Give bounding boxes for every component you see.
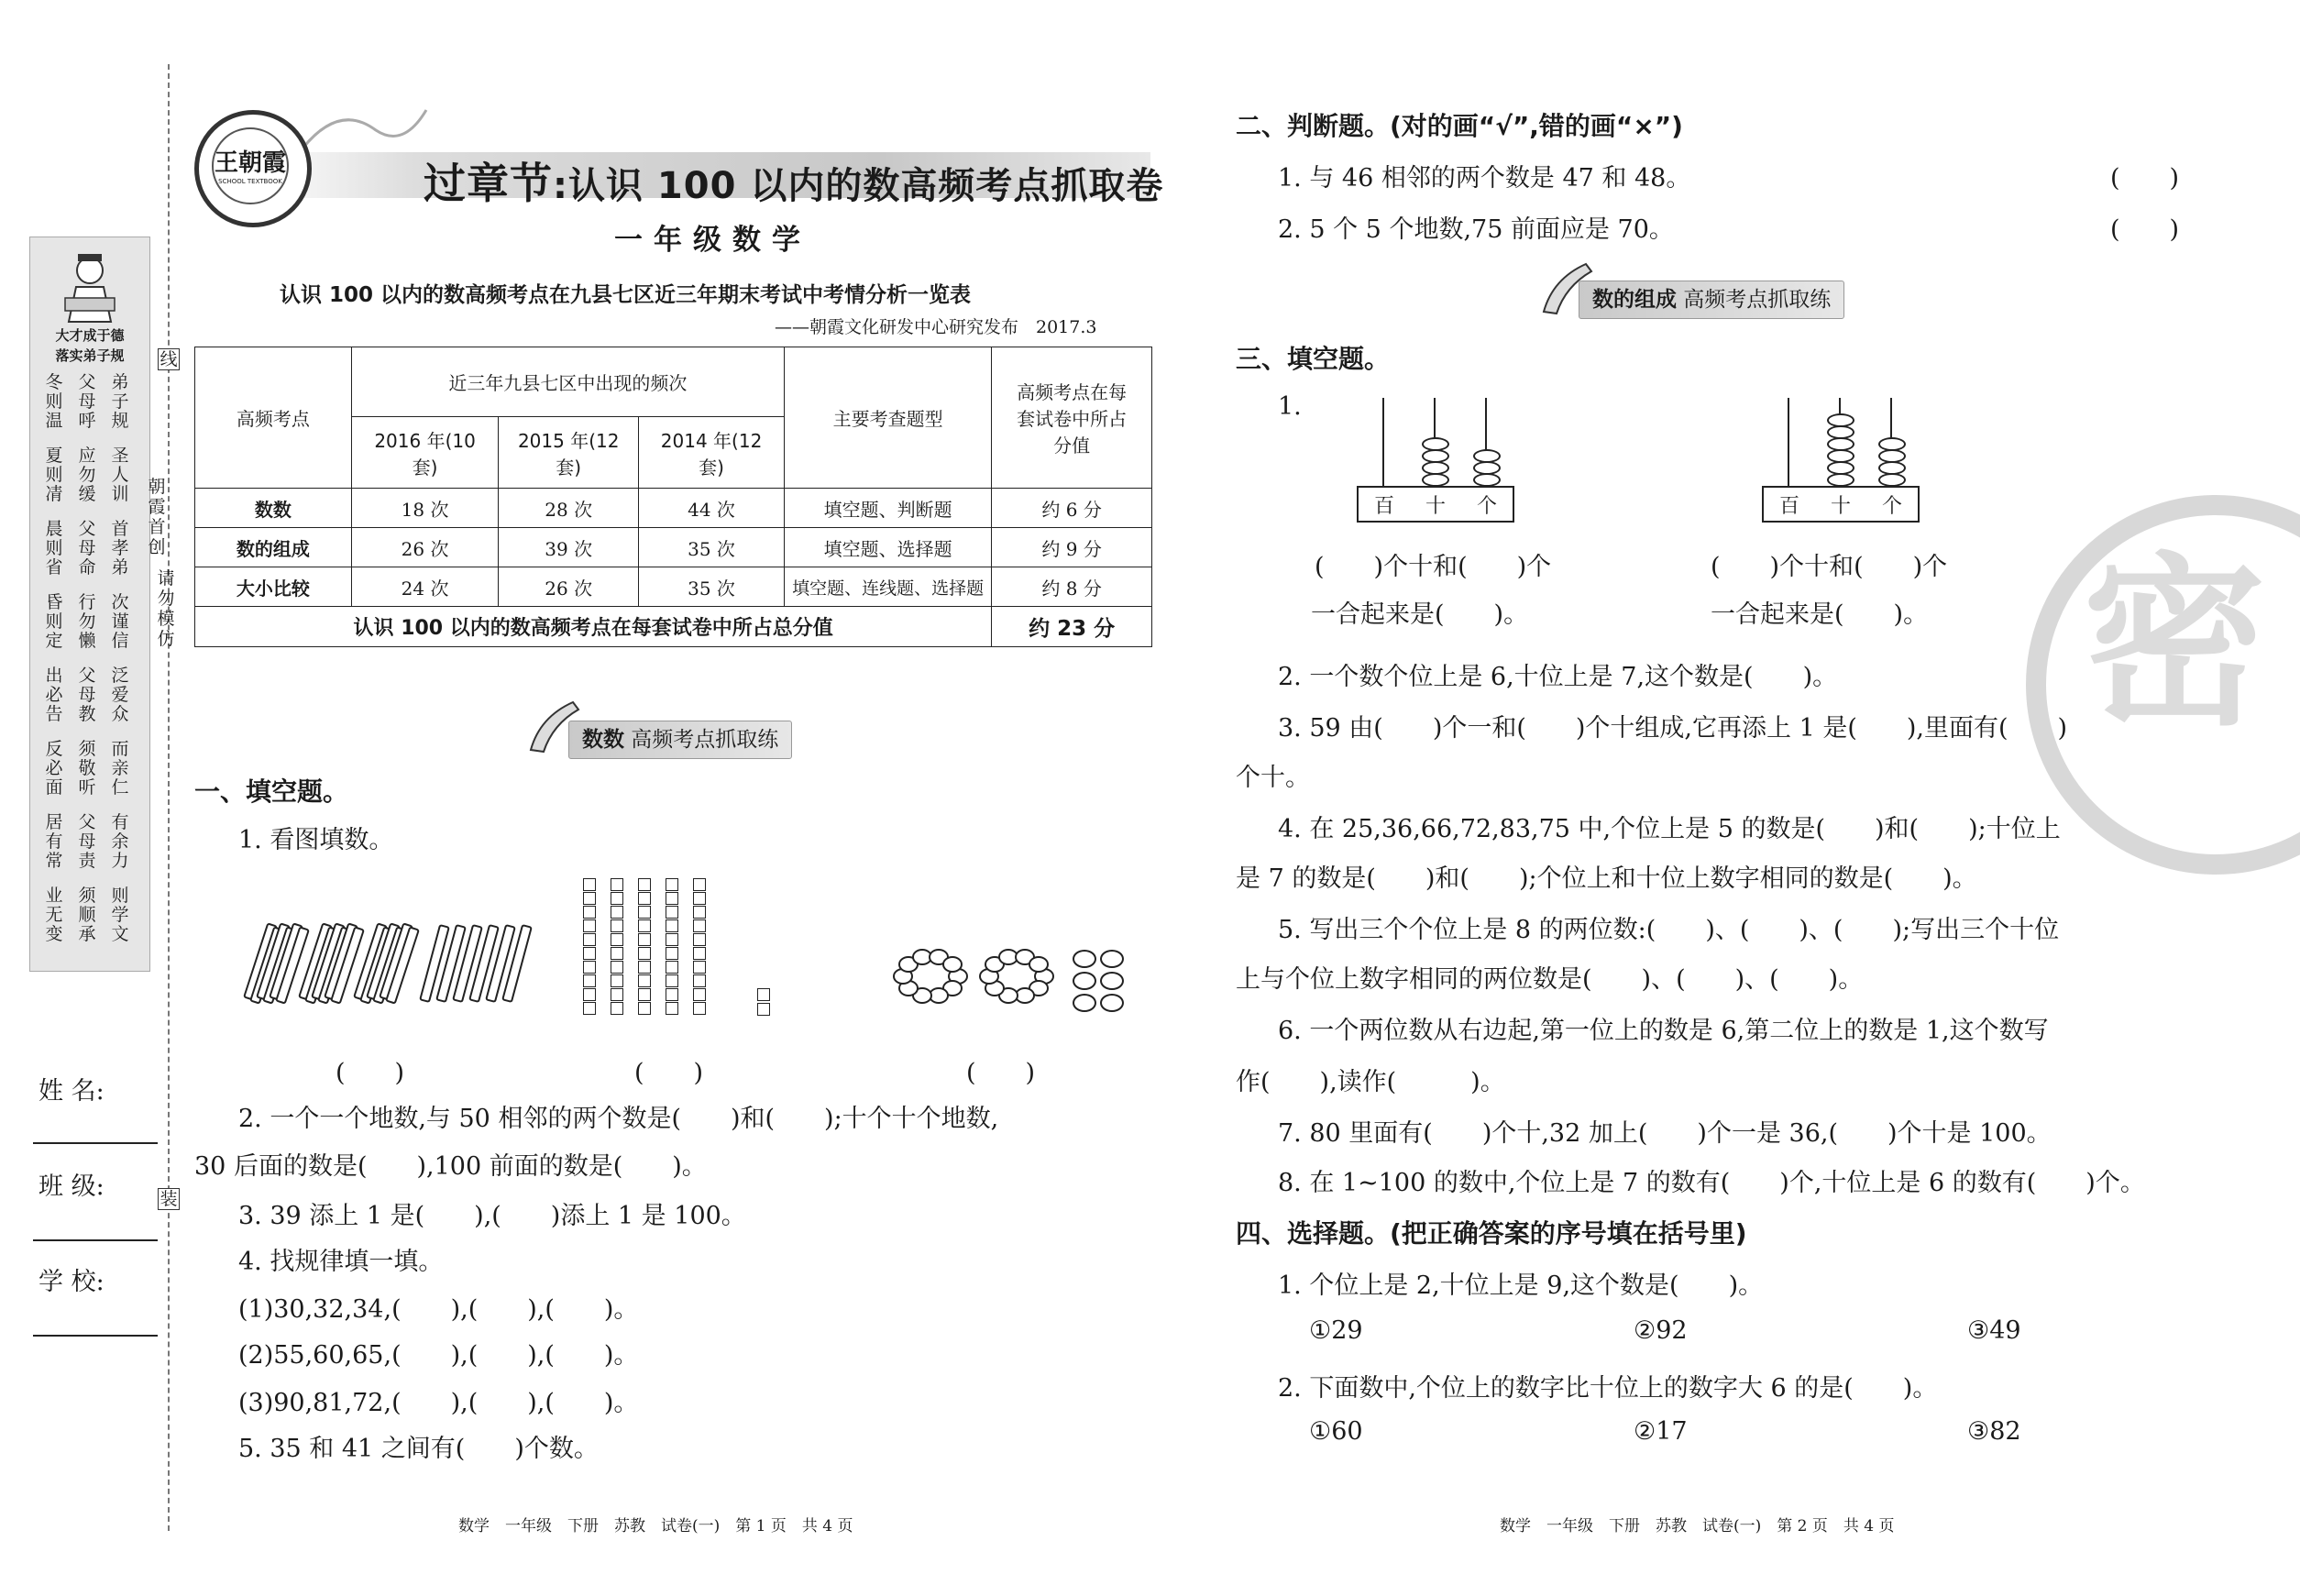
fill-1-stem: 1. (1278, 392, 1302, 421)
cell-2014: 35 次 (639, 567, 785, 607)
cell-share: 约 9 分 (992, 528, 1152, 567)
logo-text: 王朝霞 (214, 149, 286, 177)
unit-cube (611, 933, 623, 946)
fill-5-line-2: 上与个位上数字相同的两位数是( )、( )、( )。 (1236, 965, 1864, 994)
fill-2: 2. 一个数个位上是 6,十位上是 7,这个数是( )。 (1278, 663, 1838, 691)
judge-1-answer[interactable]: ( ) (2110, 164, 2180, 193)
abacus-bead (1827, 461, 1854, 475)
unit-cube (611, 878, 623, 891)
place-label: 十 (1425, 494, 1446, 518)
fold-mark-bottom: 装 (158, 1188, 180, 1210)
verse-column: 业无变 (45, 886, 63, 944)
unit-cube (638, 988, 651, 1001)
unit-cube (666, 878, 678, 891)
unit-cube (638, 906, 651, 919)
class-label: 班 级: (39, 1172, 105, 1201)
abacus-bead (1473, 461, 1501, 475)
cell-2014: 44 次 (639, 489, 785, 528)
title-rest: :认识 100 以内的数高频考点抓取卷 (553, 165, 1164, 207)
abacus-bead (1878, 437, 1906, 451)
verse-column: 出必告 (45, 666, 63, 724)
verse-column: 父母呼 (78, 372, 96, 431)
section-2-heading: 二、判断题。(对的画“√”,错的画“×”) (1236, 111, 1683, 141)
badge-lite: 高频考点抓取练 (624, 728, 779, 752)
section-3-heading: 三、填空题。 (1236, 344, 1391, 374)
table-caption: 认识 100 以内的数高频考点在九县七区近三年期末考试中考情分析一览表 (280, 283, 972, 307)
abacus-base (1357, 486, 1514, 523)
verse-column: 父母责 (78, 812, 96, 871)
cell-share: 约 6 分 (992, 489, 1152, 528)
ribbon-decoration-icon (303, 103, 431, 167)
abacus-bead (1827, 449, 1854, 463)
unit-cube (583, 878, 596, 891)
abacus-bead (1422, 437, 1449, 451)
q4-part-1: (1)30,32,34,( ),( ),( )。 (238, 1295, 639, 1324)
unit-cube (638, 892, 651, 905)
abacus-2-line-1: ( )个十和( )个 (1711, 553, 1948, 581)
badge-lite: 高频考点抓取练 (1677, 288, 1832, 312)
unit-cube (666, 988, 678, 1001)
fill-7: 7. 80 里面有( )个十,32 加上( )个一是 36,( )个十是 100。 (1278, 1119, 2052, 1148)
abacus-base (1762, 486, 1920, 523)
unit-cube (611, 1002, 623, 1015)
verse-column: 则学文 (111, 886, 129, 944)
section-badge-counting (568, 721, 792, 759)
unit-cube (693, 961, 706, 974)
verse-column: 泛爱众 (111, 666, 129, 724)
cell-2016: 18 次 (351, 489, 499, 528)
unit-cube (666, 933, 678, 946)
scholar-figure-icon (58, 250, 122, 324)
school-label: 学 校: (39, 1268, 105, 1296)
q4-part-2: (2)55,60,65,( ),( ),( )。 (238, 1341, 639, 1370)
table-row (195, 528, 1152, 567)
unit-cube (666, 961, 678, 974)
unit-cube (583, 933, 596, 946)
verse-column: 须敬听 (78, 739, 96, 798)
total-value: 约 23 分 (992, 607, 1152, 647)
th-share: 高频考点在每套试卷中所占分值 (992, 347, 1152, 489)
unit-cube (583, 919, 596, 932)
unit-cube (693, 974, 706, 987)
choice-1-option-c[interactable]: ③49 (1967, 1316, 2021, 1345)
verse-column: 而亲仁 (111, 739, 129, 798)
badge-bold: 数的组成 (1592, 288, 1677, 312)
abacus-bead (1827, 425, 1854, 439)
section-1-heading: 一、填空题。 (194, 776, 349, 807)
abacus-rod (1788, 398, 1789, 488)
th-2014: 2014 年(12 套) (639, 417, 785, 489)
place-label: 个 (1476, 494, 1497, 518)
stick-bundles-figure (255, 917, 539, 1008)
unit-cube (693, 878, 706, 891)
cell-2016: 24 次 (351, 567, 499, 607)
abacus-bead (1827, 413, 1854, 427)
choice-1-option-a[interactable]: ①29 (1309, 1316, 1363, 1345)
unit-cube (583, 947, 596, 960)
abacus-1-line-2: 一合起来是( )。 (1311, 600, 1529, 629)
section-4-heading: 四、选择题。(把正确答案的序号填在括号里) (1236, 1218, 1747, 1249)
unit-cube (583, 906, 596, 919)
verse-column: 弟子规 (111, 372, 129, 431)
badge-bold: 数数 (582, 728, 624, 752)
place-label: 百 (1373, 494, 1394, 518)
abacus-bead (1422, 473, 1449, 487)
choice-2-option-a[interactable]: ①60 (1309, 1417, 1363, 1446)
unit-cube (638, 933, 651, 946)
cell-2015: 28 次 (499, 489, 639, 528)
school-input-line[interactable] (33, 1335, 158, 1337)
counter-circle (1073, 994, 1096, 1012)
footer-left: 数学 一年级 下册 苏教 试卷(一) 第 1 页 共 4 页 (458, 1517, 853, 1535)
section-badge-composition (1579, 281, 1844, 319)
fill-4-line-1: 4. 在 25,36,66,72,83,75 中,个位上是 5 的数是( )和( );十位上 (1278, 815, 2061, 843)
unit-cube (611, 961, 623, 974)
page-title (424, 150, 1163, 211)
q4-part-3: (3)90,81,72,( ),( ),( )。 (238, 1389, 639, 1417)
logo-subtext: SCHOOL TEXTBOOK (218, 178, 282, 185)
verse-column: 次谨信 (111, 592, 129, 651)
counter-circle (1073, 972, 1096, 990)
abacus-bead (1878, 473, 1906, 487)
brand-logo (194, 110, 312, 227)
th-freq: 近三年九县七区中出现的频次 (351, 347, 784, 417)
q1-answer-1[interactable]: ( ) (336, 1059, 405, 1087)
unit-cube (757, 988, 770, 1001)
unit-cube (666, 974, 678, 987)
verse-column: 昏则定 (45, 592, 63, 651)
name-label: 姓 名: (39, 1077, 105, 1106)
q1-stem: 1. 看图填数。 (238, 826, 394, 854)
fill-6-line-1: 6. 一个两位数从右边起,第一位上的数是 6,第二位上的数是 1,这个数写 (1278, 1017, 2049, 1045)
unit-cube (693, 906, 706, 919)
fill-5-line-1: 5. 写出三个个位上是 8 的两位数:( )、( )、( );写出三个十位 (1278, 916, 2060, 944)
choice-1: 1. 个位上是 2,十位上是 9,这个数是( )。 (1278, 1271, 1764, 1300)
cell-type: 填空题、判断题 (785, 489, 992, 528)
cell-2014: 35 次 (639, 528, 785, 567)
unit-cube (638, 947, 651, 960)
unit-cube (693, 988, 706, 1001)
fold-text-1: 朝霞首创 (148, 477, 166, 557)
title-main: 过章节 (424, 159, 553, 208)
judge-2: 2. 5 个 5 个地数,75 前面应是 70。 (1278, 215, 1674, 244)
verse-column: 有余力 (111, 812, 129, 871)
verse-column: 须顺承 (78, 886, 96, 944)
confidential-seal (2026, 495, 2300, 875)
counter-circle (1100, 994, 1124, 1012)
cell-share: 约 8 分 (992, 567, 1152, 607)
abacus-bead (1422, 461, 1449, 475)
counter-circle (1100, 972, 1124, 990)
verse-column: 行勿懒 (78, 592, 96, 651)
cell-type: 填空题、选择题 (785, 528, 992, 567)
unit-cube (638, 961, 651, 974)
abacus-rod (1382, 398, 1384, 488)
unit-cube (693, 947, 706, 960)
unit-cube (638, 974, 651, 987)
cell-2016: 26 次 (351, 528, 499, 567)
unit-cube (693, 892, 706, 905)
counter-circle (1073, 950, 1096, 968)
unit-cube (666, 919, 678, 932)
fill-3-line-1: 3. 59 由( )个一和( )个十组成,它再添上 1 是( ),里面有( ) (1278, 714, 2068, 743)
table-source: ——朝霞文化研发中心研究发布 2017.3 (775, 317, 1097, 337)
verse-column: 应勿缓 (78, 446, 96, 504)
q2-line-1: 2. 一个一个地数,与 50 相邻的两个数是( )和( );十个十个地数, (238, 1105, 999, 1133)
verse-column: 夏则凊 (45, 446, 63, 504)
counter-circle (1100, 950, 1124, 968)
place-label: 百 (1778, 494, 1799, 518)
cell-point: 数数 (195, 489, 352, 528)
fill-3-line-2: 个十。 (1236, 764, 1310, 792)
verse-column: 首孝弟 (111, 519, 129, 578)
grade-subject: 一年级数学 (614, 224, 811, 257)
place-label: 个 (1881, 494, 1902, 518)
choice-1-option-b[interactable]: ②92 (1634, 1316, 1688, 1345)
unit-cube (693, 933, 706, 946)
place-label: 十 (1830, 494, 1851, 518)
cell-2015: 26 次 (499, 567, 639, 607)
fold-mark-top: 线 (158, 348, 180, 370)
unit-cube (638, 1002, 651, 1015)
table-row (195, 567, 1152, 607)
unit-cube (757, 1003, 770, 1016)
q1-answer-3[interactable]: ( ) (966, 1059, 1036, 1087)
verse-column: 冬则温 (45, 372, 63, 431)
fill-8: 8. 在 1~100 的数中,个位上是 7 的数有( )个,十位上是 6 的数有( )个。 (1278, 1169, 2145, 1197)
abacus-bead (1473, 449, 1501, 463)
unit-cube (638, 919, 651, 932)
cell-2015: 39 次 (499, 528, 639, 567)
choice-2-option-c[interactable]: ③82 (1967, 1417, 2021, 1446)
verse-column: 反必面 (45, 739, 63, 798)
abacus-bead (1827, 437, 1854, 451)
class-input-line[interactable] (33, 1239, 158, 1241)
verse-column: 晨则省 (45, 519, 63, 578)
abacus-bead (1878, 461, 1906, 475)
cell-point: 数的组成 (195, 528, 352, 567)
total-label: 认识 100 以内的数高频考点在每套试卷中所占总分值 (195, 607, 992, 647)
q3: 3. 39 添上 1 是( ),( )添上 1 是 100。 (238, 1202, 746, 1230)
judge-2-answer[interactable]: ( ) (2110, 215, 2180, 244)
unit-cube (666, 1002, 678, 1015)
verse-column: 圣人训 (111, 446, 129, 504)
verse-column: 父母命 (78, 519, 96, 578)
unit-cube (583, 1002, 596, 1015)
unit-cube (638, 878, 651, 891)
abacus-bead (1878, 449, 1906, 463)
choice-2: 2. 下面数中,个位上的数字比十位上的数字大 6 的是( )。 (1278, 1374, 1938, 1403)
abacus-bead (1827, 473, 1854, 487)
q5: 5. 35 和 41 之间有( )个数。 (238, 1435, 599, 1463)
unit-cube (583, 961, 596, 974)
th-point: 高频考点 (195, 347, 352, 489)
q2-line-2: 30 后面的数是( ),100 前面的数是( )。 (194, 1152, 707, 1181)
q1-answer-2[interactable]: ( ) (634, 1059, 704, 1087)
fill-4-line-2: 是 7 的数是( )和( );个位上和十位上数字相同的数是( )。 (1236, 864, 1977, 893)
unit-cube (611, 892, 623, 905)
abacus-1 (1357, 394, 1522, 523)
abacus-bead (1422, 449, 1449, 463)
abacus-bead (1473, 473, 1501, 487)
judge-1: 1. 与 46 相邻的两个数是 47 和 48。 (1278, 164, 1691, 193)
unit-cube (583, 974, 596, 987)
unit-cube (611, 974, 623, 987)
seal-char: 密 (2083, 535, 2267, 751)
sidebar-strip (29, 237, 150, 972)
unit-cube (666, 892, 678, 905)
abacus-1-line-1: ( )个十和( )个 (1315, 553, 1552, 581)
table-row (195, 489, 1152, 528)
cell-type: 填空题、连线题、选择题 (785, 567, 992, 607)
fill-6-line-2: 作( ),读作( )。 (1236, 1068, 1505, 1096)
unit-cube (666, 906, 678, 919)
stats-table (194, 347, 1152, 647)
abacus-2 (1762, 394, 1927, 523)
th-2016: 2016 年(10 套) (351, 417, 499, 489)
footer-right: 数学 一年级 下册 苏教 试卷(一) 第 2 页 共 4 页 (1500, 1517, 1895, 1535)
unit-cube (666, 947, 678, 960)
name-input-line[interactable] (33, 1142, 158, 1144)
cell-point: 大小比较 (195, 567, 352, 607)
abacus-2-line-2: 一合起来是( )。 (1711, 600, 1929, 629)
choice-2-option-b[interactable]: ②17 (1634, 1417, 1688, 1446)
th-type: 主要考查题型 (785, 347, 992, 489)
verse-column: 居有常 (45, 812, 63, 871)
th-2015: 2015 年(12 套) (499, 417, 639, 489)
unit-cube (611, 947, 623, 960)
fold-line (168, 64, 170, 1531)
motto-line-2: 落实弟子规 (55, 347, 125, 364)
q4-stem: 4. 找规律填一填。 (238, 1248, 444, 1276)
unit-cube (693, 1002, 706, 1015)
unit-cube (583, 892, 596, 905)
unit-cube (611, 988, 623, 1001)
fold-text-2: 请勿模仿 (157, 568, 175, 649)
verse-column: 父母教 (78, 666, 96, 724)
motto-line-1: 大才成于德 (55, 327, 125, 344)
cube-towers-figure (583, 878, 785, 1043)
ring-groups-figure (889, 944, 1146, 1018)
unit-cube (693, 919, 706, 932)
unit-cube (611, 919, 623, 932)
unit-cube (583, 988, 596, 1001)
unit-cube (611, 906, 623, 919)
